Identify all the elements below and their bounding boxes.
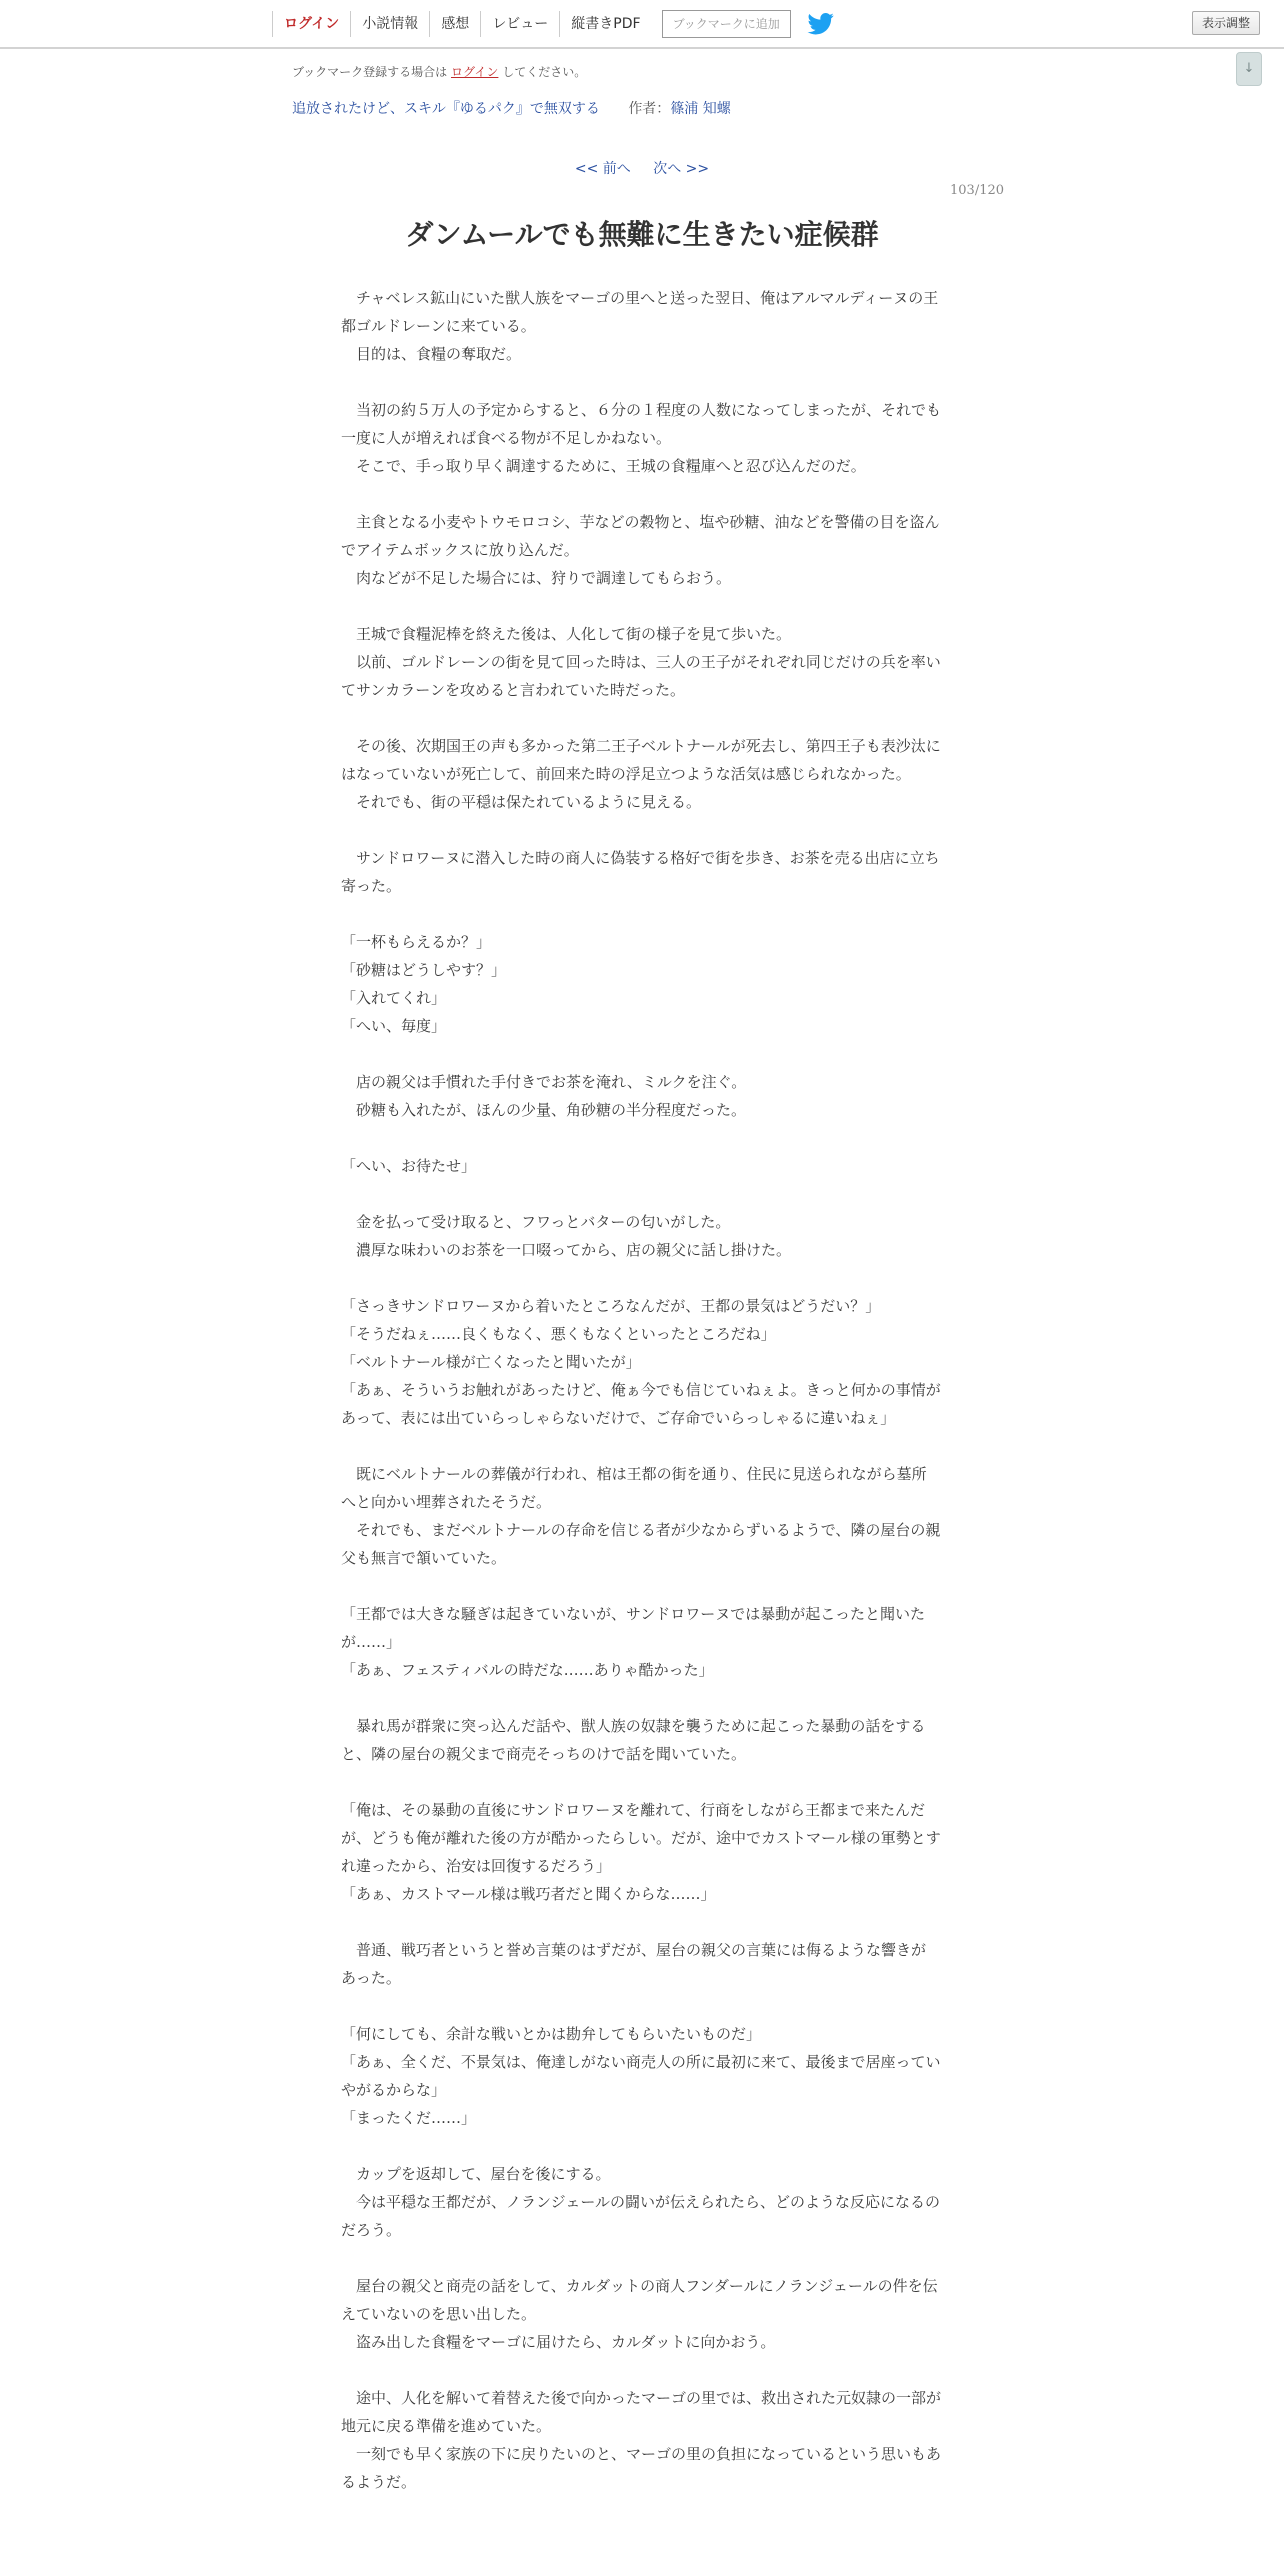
body-paragraph: 「ベルトナール様が亡くなったと聞いたが」 <box>341 1353 641 1371</box>
blank-line <box>341 1432 941 1460</box>
notice-prefix: ブックマーク登録する場合は <box>292 65 448 79</box>
main-nav <box>272 9 835 39</box>
body-paragraph: 「へい、お待たせ」 <box>341 1157 477 1175</box>
blank-line <box>341 816 941 844</box>
body-paragraph: 王城で食糧泥棒を終えた後は、人化して街の様子を見て歩いた。 <box>341 625 792 643</box>
body-paragraph: 「何にしても、余計な戦いとかは勘弁してもらいたいものだ」 <box>341 2025 762 2043</box>
body-paragraph: カップを返却して、屋台を後にする。 <box>341 2165 611 2183</box>
body-paragraph: 店の親父は手慣れた手付きでお茶を淹れ、ミルクを注ぐ。 <box>341 1073 747 1091</box>
twitter-bird-icon[interactable] <box>807 13 835 35</box>
body-paragraph: そこで、手っ取り早く調達するために、王城の食糧庫へと忍び込んだのだ。 <box>341 457 866 475</box>
blank-line <box>341 900 941 928</box>
blank-line <box>341 1768 941 1796</box>
nav-vertical-pdf-link[interactable]: 縦書きPDF <box>559 11 651 37</box>
body-paragraph: 暴れ馬が群衆に突っ込んだ話や、獣人族の奴隷を襲うために起こった暴動の話をすると、隣の屋台の親父まで商売そっちのけで話を聞いていた。 <box>341 1717 926 1763</box>
body-paragraph: 盗み出した食糧をマーゴに届けたら、カルダットに向かおう。 <box>341 2333 776 2351</box>
body-paragraph: 濃厚な味わいのお茶を一口啜ってから、店の親父に話し掛けた。 <box>341 1241 792 1259</box>
author-label: 作者： <box>628 101 671 117</box>
notice-login-link[interactable]: ログイン <box>451 65 499 79</box>
body-paragraph: 「あぁ、フェスティバルの時だな……ありゃ酷かった」 <box>341 1661 714 1679</box>
blank-line <box>341 368 941 396</box>
body-paragraph: 途中、人化を解いて着替えた後で向かったマーゴの里では、救出された元奴隷の一部が地元に戻る準備を進めていた。 <box>341 2389 942 2435</box>
body-paragraph: 「そうだねぇ……良くもなく、悪くもなくといったところだね」 <box>341 1325 776 1343</box>
episode-pager <box>0 158 1284 178</box>
body-paragraph: その後、次期国王の声も多かった第二王子ベルトナールが死去し、第四王子も表沙汰にはなっていないが死亡して、前回来た時の浮足立つような活気は感じられなかった。 <box>341 737 941 783</box>
body-paragraph: それでも、まだベルトナールの存命を信じる者が少なからずいるようで、隣の屋台の親父も無言で頷いていた。 <box>341 1521 941 1567</box>
body-paragraph: 「一杯もらえるか？」 <box>341 933 492 951</box>
body-paragraph: 「王都では大きな騒ぎは起きていないが、サンドロワーヌでは暴動が起こったと聞いたが……」 <box>341 1605 925 1651</box>
novel-info-line <box>292 98 731 118</box>
body-paragraph: 以前、ゴルドレーンの街を見て回った時は、三人の王子がそれぞれ同じだけの兵を率いてサンカラーンを攻めると言われていた時だった。 <box>341 653 941 699</box>
body-paragraph: 目的は、食糧の奪取だ。 <box>341 345 522 363</box>
body-paragraph: 「へい、毎度」 <box>341 1017 447 1035</box>
notice-suffix: してください。 <box>502 65 587 79</box>
body-paragraph: 既にベルトナールの葬儀が行われ、棺は王都の街を通り、住民に見送られながら墓所へと向かい埋葬されたそうだ。 <box>341 1465 927 1511</box>
body-paragraph: 「あぁ、カストマール様は戦巧者だと聞くからな……」 <box>341 1885 716 1903</box>
scroll-down-arrow-icon[interactable]: ↓ <box>1236 52 1262 86</box>
blank-line <box>341 592 941 620</box>
blank-line <box>341 1992 941 2020</box>
body-paragraph: 砂糖も入れたが、ほんの少量、角砂糖の半分程度だった。 <box>341 1101 747 1119</box>
blank-line <box>341 1572 941 1600</box>
body-paragraph: 金を払って受け取ると、フワっとバターの匂いがした。 <box>341 1213 731 1231</box>
body-paragraph: それでも、街の平穏は保たれているように見える。 <box>341 793 702 811</box>
body-paragraph: サンドロワーヌに潜入した時の商人に偽装する格好で街を歩き、お茶を売る出店に立ち寄った。 <box>341 849 940 895</box>
blank-line <box>341 1180 941 1208</box>
blank-line <box>341 1684 941 1712</box>
author-link[interactable]: 篠浦 知螺 <box>670 101 731 117</box>
blank-line <box>341 1040 941 1068</box>
nav-review-link[interactable]: レビュー <box>480 11 559 37</box>
body-paragraph: 今は平穏な王都だが、ノランジェールの闘いが伝えられたら、どのような反応になるのだろう。 <box>341 2193 941 2239</box>
blank-line <box>341 2244 941 2272</box>
body-paragraph: 「あぁ、そういうお触れがあったけど、俺ぁ今でも信じていねぇよ。きっと何かの事情があって、表には出ていらっしゃらないだけで、ご存命でいらっしゃるに違いねぇ」 <box>341 1381 941 1427</box>
blank-line <box>341 1908 941 1936</box>
top-navigation-bar <box>0 0 1284 49</box>
display-settings-button[interactable]: 表示調整 <box>1192 11 1260 35</box>
body-paragraph: 「入れてくれ」 <box>341 989 447 1007</box>
nav-novel-info-link[interactable]: 小説情報 <box>350 11 429 37</box>
body-paragraph: チャベレス鉱山にいた獣人族をマーゴの里へと送った翌日、俺はアルマルディーヌの王都ゴルドレーンに来ている。 <box>341 289 939 335</box>
body-paragraph: 主食となる小麦やトウモロコシ、芋などの穀物と、塩や砂糖、油などを警備の目を盗んでアイテムボックスに放り込んだ。 <box>341 513 940 559</box>
body-paragraph: 屋台の親父と商売の話をして、カルダットの商人フンダールにノランジェールの件を伝えていないのを思い出した。 <box>341 2277 938 2323</box>
body-paragraph: 「俺は、その暴動の直後にサンドロワーヌを離れて、行商をしながら王都まで来たんだが、どうも俺が離れた後の方が酷かったらしい。だが、途中でカストマール様の軍勢とすれ違ったから、治安は回復するだろう」 <box>341 1801 941 1875</box>
blank-line <box>341 2356 941 2384</box>
prev-episode-link[interactable]: << 前へ <box>574 161 631 177</box>
blank-line <box>341 1124 941 1152</box>
body-paragraph: 当初の約５万人の予定からすると、６分の１程度の人数になってしまったが、それでも一度に人が増えれば食べる物が不足しかねない。 <box>341 401 942 447</box>
body-paragraph: 普通、戦巧者というと誉め言葉のはずだが、屋台の親父の言葉には侮るような響きがあった。 <box>341 1941 927 1987</box>
novel-title-link[interactable]: 追放されたけど、スキル『ゆるパク』で無双する <box>292 101 600 117</box>
episode-count: 103/120 <box>950 183 1005 198</box>
chapter-title: ダンムールでも無難に生きたい症候群 <box>405 218 879 251</box>
bookmark-login-notice <box>292 63 586 80</box>
add-bookmark-button[interactable]: ブックマークに追加 <box>662 10 791 38</box>
body-paragraph: 「砂糖はどうしやす？」 <box>341 961 507 979</box>
blank-line <box>341 480 941 508</box>
blank-line <box>341 2132 941 2160</box>
body-paragraph: 「まったくだ……」 <box>341 2109 477 2127</box>
novel-body-text <box>341 284 941 2496</box>
body-paragraph: 一刻でも早く家族の下に戻りたいのと、マーゴの里の負担になっているという思いもあるようだ。 <box>341 2445 942 2491</box>
next-episode-link[interactable]: 次へ >> <box>653 161 710 177</box>
nav-login-link[interactable]: ログイン <box>272 11 350 37</box>
body-paragraph: 「あぁ、全くだ、不景気は、俺達しがない商売人の所に最初に来て、最後まで居座っていやがるからな」 <box>341 2053 941 2099</box>
body-paragraph: 肉などが不足した場合には、狩りで調達してもらおう。 <box>341 569 732 587</box>
nav-impressions-link[interactable]: 感想 <box>429 11 480 37</box>
blank-line <box>341 1264 941 1292</box>
body-paragraph: 「さっきサンドロワーヌから着いたところなんだが、王都の景気はどうだい？」 <box>341 1297 881 1315</box>
blank-line <box>341 704 941 732</box>
